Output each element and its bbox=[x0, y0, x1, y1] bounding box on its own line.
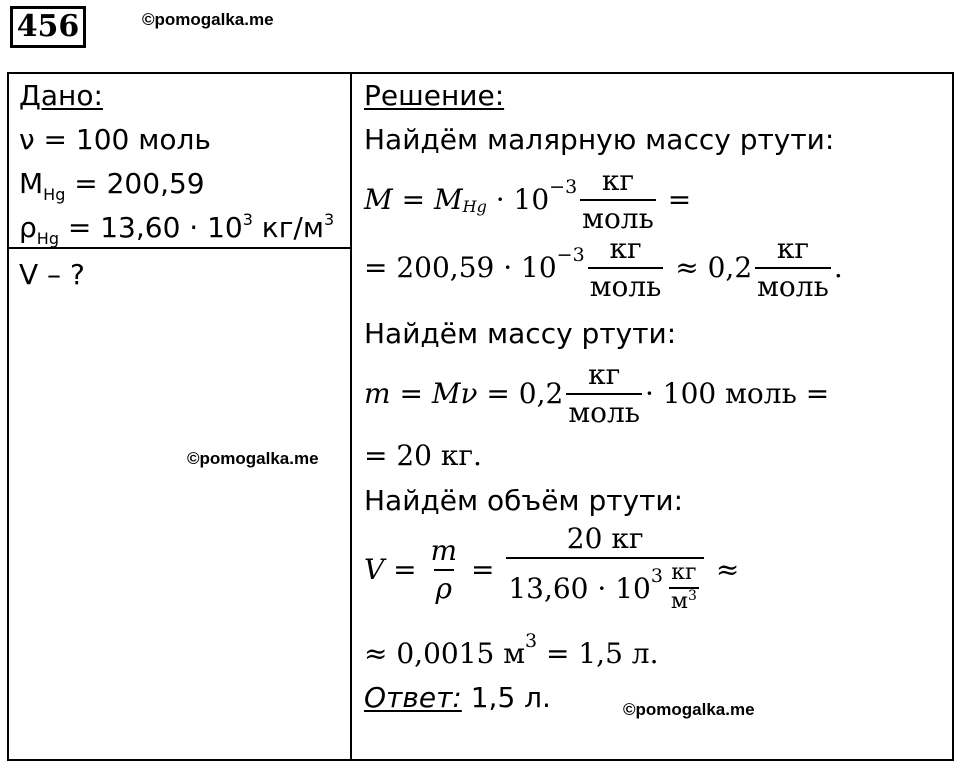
solution-header: Решение: bbox=[364, 79, 505, 112]
answer-label: Ответ: bbox=[364, 681, 462, 714]
eq1-multiplier: · 10 bbox=[486, 183, 550, 216]
eq2-tail: . bbox=[833, 251, 843, 284]
eq1-lhs: M bbox=[364, 183, 393, 216]
eq5-denominator-exponent: 3 bbox=[650, 564, 663, 587]
step-volume: Найдём объём ртути: bbox=[364, 484, 684, 517]
given-density-exponent: 3 bbox=[242, 210, 253, 229]
answer-line bbox=[364, 682, 551, 714]
equation-volume bbox=[364, 524, 739, 615]
eq5-volume-symbol: V bbox=[364, 552, 385, 586]
eq5-density-unit-denominator-exponent: 3 bbox=[688, 588, 697, 604]
column-divider bbox=[350, 74, 352, 759]
eq1-exponent: −3 bbox=[549, 176, 578, 198]
eq1-tail: = bbox=[658, 183, 692, 216]
eq2-result-fraction bbox=[755, 234, 831, 302]
eq5-equals: = bbox=[384, 552, 426, 586]
equation-molar-mass-value bbox=[364, 234, 843, 302]
given-molar-mass-value: = 200,59 bbox=[65, 167, 205, 200]
eq5-symbolic-numerator: m bbox=[430, 533, 458, 567]
eq5-density-unit-numerator: кг bbox=[671, 560, 697, 585]
equation-volume-result bbox=[364, 630, 659, 671]
answer-value: 1,5 л. bbox=[461, 681, 551, 714]
eq1-m-subscript: Hg bbox=[462, 197, 487, 216]
equation-molar-mass bbox=[364, 166, 691, 234]
eq5-numeric-fraction bbox=[506, 524, 704, 615]
eq3-mass-symbol: m bbox=[364, 377, 391, 410]
given-molar-mass bbox=[19, 168, 205, 204]
given-density-symbol: ρ bbox=[19, 211, 37, 244]
given-density-value: = 13,60 · 10 bbox=[58, 211, 243, 244]
eq3-product: Mν bbox=[431, 377, 478, 410]
eq5-symbolic-denominator: ρ bbox=[435, 571, 453, 605]
eq1-unit-fraction bbox=[580, 166, 656, 234]
eq5-numeric-denominator bbox=[506, 557, 704, 615]
eq2-unit-fraction bbox=[588, 234, 664, 302]
eq2-lead: = 200,59 · 10 bbox=[364, 251, 557, 284]
watermark-left: ©pomogalka.me bbox=[187, 449, 319, 468]
given-molar-mass-symbol: M bbox=[19, 167, 44, 200]
eq5-denominator-value: 13,60 · 10 bbox=[508, 571, 651, 605]
eq5-equals-2: = bbox=[462, 552, 504, 586]
step-mass: Найдём массу ртути: bbox=[364, 317, 677, 350]
eq3-equals: = bbox=[390, 377, 432, 410]
eq2-exponent: −3 bbox=[556, 244, 585, 266]
eq5-density-unit-fraction bbox=[669, 562, 699, 615]
eq2-result-denominator: моль bbox=[755, 267, 831, 302]
given-density-unit: кг/м bbox=[252, 211, 324, 244]
eq2-result-numerator: кг bbox=[776, 232, 810, 265]
given-density bbox=[19, 212, 334, 248]
given-molar-mass-subscript: Hg bbox=[43, 185, 66, 204]
eq6-tail: = 1,5 л. bbox=[537, 637, 659, 670]
eq2-approx: ≈ 0,2 bbox=[666, 251, 753, 284]
eq6-main: ≈ 0,0015 м bbox=[364, 637, 526, 670]
eq5-density-unit-denominator-base: м bbox=[670, 589, 689, 614]
eq3-value: = 0,2 bbox=[477, 377, 564, 410]
eq3-unit-denominator: моль bbox=[566, 393, 642, 428]
find-volume: V – ? bbox=[19, 258, 85, 291]
eq3-tail: · 100 моль = bbox=[645, 377, 830, 410]
task-number: 456 bbox=[16, 9, 80, 44]
eq5-symbolic-fraction bbox=[429, 533, 460, 605]
eq5-numeric-numerator: 20 кг bbox=[566, 522, 644, 555]
given-density-unit-exponent: 3 bbox=[324, 210, 335, 229]
eq1-unit-denominator: моль bbox=[580, 199, 656, 234]
eq5-tail: ≈ bbox=[706, 552, 740, 586]
equation-mass-result: = 20 кг. bbox=[364, 439, 482, 472]
eq1-unit-numerator: кг bbox=[601, 164, 635, 197]
eq5-density-unit-denominator bbox=[669, 587, 699, 615]
eq1-m-symbol: M bbox=[433, 183, 463, 216]
eq1-equals: = bbox=[392, 183, 434, 216]
given-density-subscript: Hg bbox=[36, 229, 59, 248]
watermark-bottom: ©pomogalka.me bbox=[623, 700, 755, 719]
eq2-unit-denominator: моль bbox=[588, 267, 664, 302]
equation-mass bbox=[364, 360, 829, 428]
given-header: Дано: bbox=[19, 79, 103, 112]
step-molar-mass: Найдём малярную массу ртути: bbox=[364, 123, 835, 156]
eq5-symbolic-denominator-wrap bbox=[434, 569, 454, 604]
given-amount: ν = 100 моль bbox=[19, 123, 211, 156]
solution-table bbox=[7, 72, 954, 761]
eq3-unit-numerator: кг bbox=[588, 358, 621, 391]
task-number-box bbox=[10, 6, 86, 48]
watermark-top: ©pomogalka.me bbox=[142, 10, 274, 29]
eq2-unit-numerator: кг bbox=[609, 232, 642, 265]
eq6-exponent: 3 bbox=[525, 630, 538, 652]
eq3-unit-fraction bbox=[566, 360, 642, 428]
eq5-symbolic-numerator-wrap bbox=[429, 533, 460, 569]
